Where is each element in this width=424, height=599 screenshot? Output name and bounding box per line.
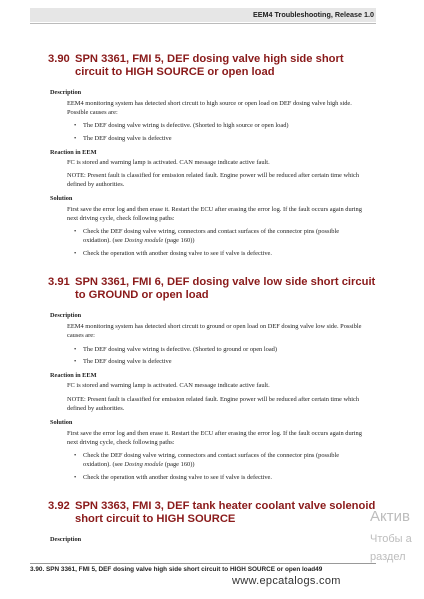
dosing-module-link[interactable]: Dosing module [124,460,164,468]
note-text: NOTE: Present fault is classified for emission related fault. Engine power will be reduced after certain time which defined by authorities. [67,396,360,412]
description-text: EEM4 monitoring system has detected short circuit to high source or open load on DEF dosing valve high side. Possible causes are: [67,100,352,116]
footer-rule [30,563,376,564]
reaction-text: FC is stored and warning lamp is activated. CAN message indicate active fault. [67,382,270,389]
reaction-label: Reaction in EEM [50,372,97,379]
site-watermark: www.epcatalogs.com [232,575,341,587]
activation-overlay-line: раздел [370,551,406,563]
solution-text: First save the error log and then erase it. Restart the ECU after erasing the error log. If the fault occurs again during next driving cycle, check following paths: [67,206,362,222]
section-number: 3.91 [48,276,70,288]
reaction-text: FC is stored and warning lamp is activated. CAN message indicate active fault. [67,159,270,166]
header-title: EEM4 Troubleshooting, Release 1.0 [252,10,374,19]
running-footer [30,566,322,573]
solution-label: Solution [50,419,73,426]
section-title: SPN 3361, FMI 6, DEF dosing valve low side short circuit to GROUND or open load [75,276,376,301]
dosing-module-link[interactable]: Dosing module [124,236,164,244]
section-title: SPN 3361, FMI 5, DEF dosing valve high side short circuit to HIGH SOURCE or open load [75,53,344,78]
description-text: EEM4 monitoring system has detected short circuit to ground or open load on DEF dosing valve low side. Possible causes are: [67,323,362,339]
section-title: SPN 3363, FMI 3, DEF tank heater coolant valve solenoid short circuit to HIGH SOURCE [75,500,376,525]
description-label: Description [50,89,82,96]
page-number: 49 [315,566,323,573]
running-header [30,8,376,22]
solution-text: First save the error log and then erase it. Restart the ECU after erasing the error log. If the fault occurs again during next driving cycle, check following paths: [67,430,362,446]
activation-overlay-line: Чтобы а [370,533,412,545]
note-text: NOTE: Present fault is classified for emission related fault. Engine power will be reduced after certain time which defined by authorities. [67,172,360,188]
section-number: 3.92 [48,500,70,512]
document-page: EEM4 Troubleshooting, Release 1.0 3.90 SPN 3361, FMI 5, DEF dosing valve high side short circuit to HIGH SOURCE or open load Description EEM4 monitoring system has detected short circuit to high source or open load on DEF dosing valve high side. Possible causes are: • The DEF dosing valve wiring is defective. (Shorted to high source or open load) • The DEF dosing valve is defective Reaction in EEM FC is stored and warning lamp is activated. CAN message indicate active fault. NOTE: Present fault is classified for emission related fault. Engine power will be reduced after certain time which defined by authorities. Solution First save the error log and then erase it. Restart the ECU after erasing the error log. If the fault occurs again during next driving cycle, check following paths: • Check the DEF dosing valve wiring, connectors and contact surfaces of the connector pins (possible oxidation). (see Dosing module (page 160)) • Check the operation with another dosing valve to see if valve is defective. 3.91 SPN 3361, FMI 6, DEF dosing valve low side short circuit to GROUND or open load Description EEM4 monitoring system has detected short circuit to ground or open load on DEF dosing valve low side. Possible causes are: • The DEF dosing valve wiring is defective. (Shorted to ground or open load) • The DEF dosing valve is defective Reaction in EEM FC is stored and warning lamp is activated. CAN message indicate active fault. NOTE: Present fault is classified for emission related fault. Engine power will be reduced after certain time which defined by authorities. Solution First save the error log and then erase it. Restart the ECU after erasing the error log. If the fault occurs again during next driving cycle, check following paths: • Check the DEF dosing valve wiring, connectors and contact surfaces of the connector pins (possible oxidation). (see Dosing module (page 160)) • Check the operation with another dosing valve to see if valve is defective. 3.92 SPN 3363, FMI 3, DEF tank heater coolant valve solenoid short circuit to HIGH SOURCE Description Актив Чтобы а раздел 3.90. SPN 3361, FMI 5, DEF dosing valve high side short circuit to HIGH SOURCE or open load49 www.epcatalogs.com [30,10,412,587]
header-rule [30,23,376,24]
description-label: Description [50,312,82,319]
solution-label: Solution [50,195,73,202]
description-label: Description [50,536,82,543]
section-number: 3.90 [48,53,70,65]
reaction-label: Reaction in EEM [50,149,97,156]
activation-overlay-title: Актив [370,508,410,525]
footer-title: 3.90. SPN 3361, FMI 5, DEF dosing valve high side short circuit to HIGH SOURCE or open load [30,566,316,573]
